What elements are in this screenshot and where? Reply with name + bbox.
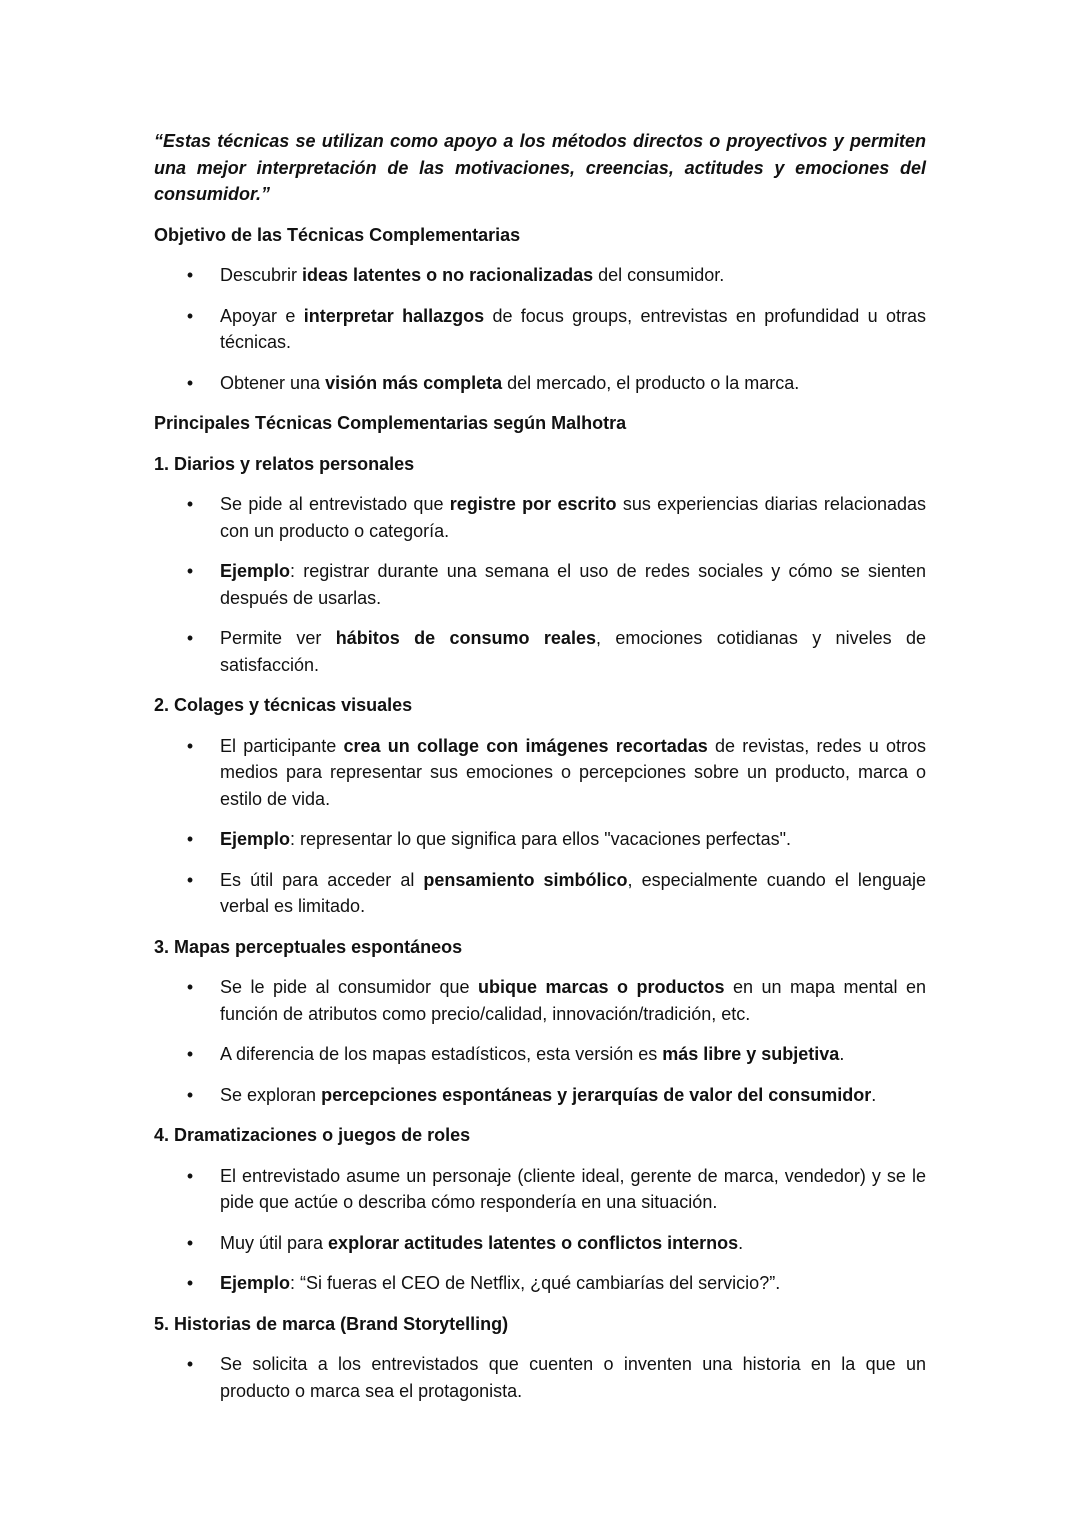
bullet-icon: •	[186, 869, 194, 890]
bullet-icon: •	[186, 1084, 194, 1105]
objective-list	[154, 262, 926, 396]
bullet-icon: •	[186, 735, 194, 756]
list-item: • Ejemplo: “Si fueras el CEO de Netflix, ¿qué cambiarías del servicio?”.	[154, 1270, 926, 1297]
bullet-icon: •	[186, 1273, 194, 1293]
bullet-icon: •	[186, 1232, 194, 1253]
list-item: • Permite ver hábitos de consumo reales, emociones cotidianas y niveles de satisfacción.	[154, 625, 926, 678]
section-list	[154, 1163, 926, 1297]
bullet-icon: •	[186, 1044, 194, 1064]
intro-quote: “Estas técnicas se utilizan como apoyo a los métodos directos o proyectivos y permiten una mejor interpretación de las motivaciones, creencias, actitudes y emociones del consumidor.”	[154, 131, 926, 204]
list-item: • El participante crea un collage con imágenes recortadas de revistas, redes u otros medios para representar sus emociones o percepciones sobre un producto, marca o estilo de vida.	[154, 733, 926, 813]
section-list	[154, 733, 926, 920]
principal-heading: Principales Técnicas Complementarias según Malhotra	[154, 413, 627, 433]
document-page	[154, 128, 926, 1418]
list-item: • Es útil para acceder al pensamiento simbólico, especialmente cuando el lenguaje verbal es limitado.	[154, 867, 926, 920]
list-item: • Apoyar e interpretar hallazgos de focus groups, entrevistas en profundidad u otras técnicas.	[154, 303, 926, 356]
bullet-icon: •	[186, 1354, 194, 1374]
section-heading: 4. Dramatizaciones o juegos de roles	[154, 1125, 471, 1145]
list-item: • Ejemplo: representar lo que significa para ellos "vacaciones perfectas".	[154, 826, 926, 853]
bullet-icon: •	[186, 628, 194, 648]
bullet-icon: •	[186, 977, 194, 997]
list-item: • Descubrir ideas latentes o no racionalizadas del consumidor.	[154, 262, 926, 289]
objective-heading: Objetivo de las Técnicas Complementarias	[154, 224, 521, 245]
list-item: • Se pide al entrevistado que registre por escrito sus experiencias diarias relacionadas con un producto o categoría.	[154, 491, 926, 544]
list-item: • Se solicita a los entrevistados que cuenten o inventen una historia en la que un producto o marca sea el protagonista.	[154, 1351, 926, 1404]
list-item: • Muy útil para explorar actitudes latentes o conflictos internos.	[154, 1230, 926, 1257]
list-item: • Se le pide al consumidor que ubique marcas o productos en un mapa mental en función de atributos como precio/calidad, innovación/tradición, etc.	[154, 974, 926, 1027]
bullet-icon: •	[186, 305, 194, 326]
list-item: • Se exploran percepciones espontáneas y jerarquías de valor del consumidor.	[154, 1082, 926, 1109]
bullet-icon: •	[186, 829, 194, 849]
bullet-icon: •	[186, 494, 194, 514]
bullet-icon: •	[186, 1165, 194, 1186]
section-heading: 2. Colages y técnicas visuales	[154, 695, 413, 715]
section-heading: 1. Diarios y relatos personales	[154, 453, 415, 474]
section-list	[154, 1351, 926, 1404]
section-list	[154, 974, 926, 1108]
section-list	[154, 491, 926, 678]
section-heading: 5. Historias de marca (Brand Storytelling)	[154, 1313, 509, 1334]
list-item: • Obtener una visión más completa del mercado, el producto o la marca.	[154, 370, 926, 397]
section-heading: 3. Mapas perceptuales espontáneos	[154, 936, 463, 957]
bullet-icon: •	[186, 561, 194, 581]
bullet-icon: •	[186, 372, 194, 393]
bullet-icon: •	[186, 265, 194, 285]
list-item: • Ejemplo: registrar durante una semana el uso de redes sociales y cómo se sienten después de usarlas.	[154, 558, 926, 611]
list-item: • El entrevistado asume un personaje (cliente ideal, gerente de marca, vendedor) y se le pide que actúe o describa cómo respondería en una situación.	[154, 1163, 926, 1216]
list-item: • A diferencia de los mapas estadísticos, esta versión es más libre y subjetiva.	[154, 1041, 926, 1068]
